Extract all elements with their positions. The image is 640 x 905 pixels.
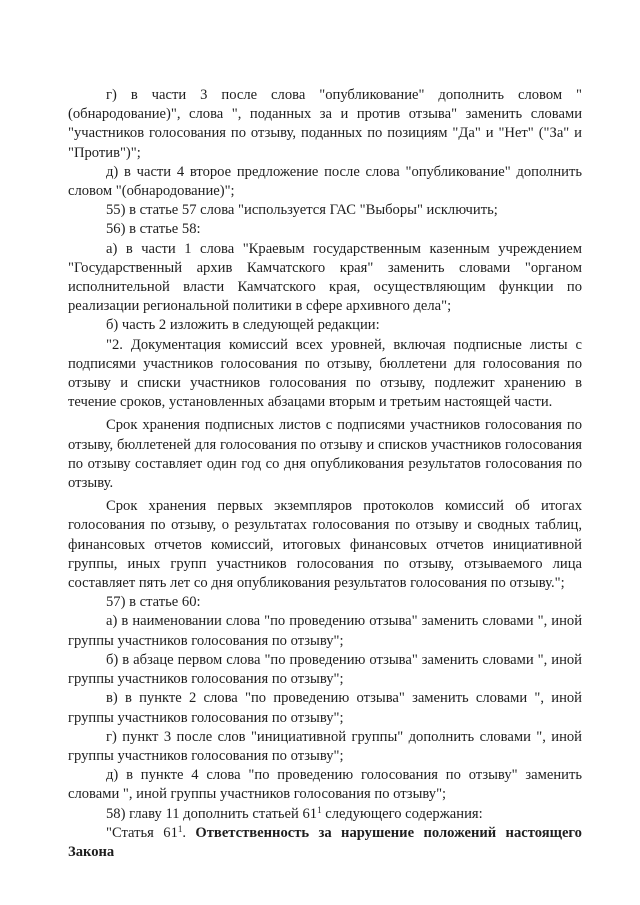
paragraph-storage-2: Срок хранения первых экземпляров протоколов комиссий об итогах голосования по отзыву, о результатах голосования по отзыву и сводных таблиц, финансовых отчетов комиссий, итоговых финансовых отчетов инициативной группы, иных групп участников голосования по отзыву, отзываемого лица составляет пять лет со дня опубликования результатов голосования по отзыву.";	[68, 498, 582, 592]
paragraph-56-a: а) в части 1 слова "Краевым государственным казенным учреждением "Государственный архив Камчатского края" заменить словами "органом исполнительной власти Камчатского края, осуществляющим функции по реализации региональной политики в сфере архивного дела";	[68, 240, 582, 315]
paragraph-56-b: б) часть 2 изложить в следующей редакции:	[106, 317, 380, 334]
paragraph-58-text: 58) главу 11 дополнить статьей 61	[106, 805, 318, 822]
article-dot: .	[182, 824, 187, 841]
document-page	[68, 86, 582, 862]
paragraph-57: 57) в статье 60:	[106, 594, 201, 611]
paragraph-57-v: в) в пункте 2 слова "по проведению отзыва" заменить словами ", иной группы участников голосования по отзыву";	[68, 690, 582, 726]
paragraph-58	[68, 805, 582, 824]
paragraph-storage-1: Срок хранения подписных листов с подписями участников голосования по отзыву, бюллетеней для голосования по отзыву и списков участников голосования по отзыву составляет один год со дня опубликования результатов голосования по отзыву.	[68, 417, 582, 492]
paragraph-57-g: г) пункт 3 после слов "инициативной группы" дополнить словами ", иной группы участников голосования по отзыву";	[68, 728, 582, 764]
article-prefix: "Статья 61	[106, 824, 178, 841]
paragraph-quote-2: "2. Документация комиссий всех уровней, включая подписные листы с подписями участников голосования по отзыву, бюллетени для голосования по отзыву и списки участников голосования по отзыву, подлежит хранению в течение сроков, установленных абзацами вторым и третьим настоящей части.	[68, 336, 582, 411]
paragraph-56: 56) в статье 58:	[106, 221, 201, 238]
paragraph-d-part4: д) в части 4 второе предложение после слова "опубликование" дополнить словом "(обнародование)";	[68, 163, 582, 200]
paragraph-57-d: д) в пункте 4 слова "по проведению голосования по отзыву" заменить словами ", иной группы участников голосования по отзыву";	[68, 767, 582, 803]
paragraph-58-tail: следующего содержания:	[321, 805, 483, 822]
paragraph-57-a: а) в наименовании слова "по проведению отзыва" заменить словами ", иной группы участников голосования по отзыву";	[68, 613, 582, 649]
article-heading	[68, 824, 582, 862]
paragraph-g-part3: г) в части 3 после слова "опубликование" дополнить словом "(обнародование)", слова ", поданных за и против отзыва" заменить словами "участников голосования по отзыву, поданных по позициям "Да" и "Нет" ("За" и "Против")";	[68, 87, 582, 161]
paragraph-58-sup: 1	[317, 804, 322, 815]
paragraph-55: 55) в статье 57 слова "используется ГАС "Выборы" исключить;	[106, 202, 498, 219]
article-title: Ответственность за нарушение положений настоящего Закона	[68, 824, 582, 860]
paragraph-57-b: б) в абзаце первом слова "по проведению отзыва" заменить словами ", иной группы участников голосования по отзыву";	[68, 651, 582, 688]
article-sup: 1	[177, 823, 183, 834]
